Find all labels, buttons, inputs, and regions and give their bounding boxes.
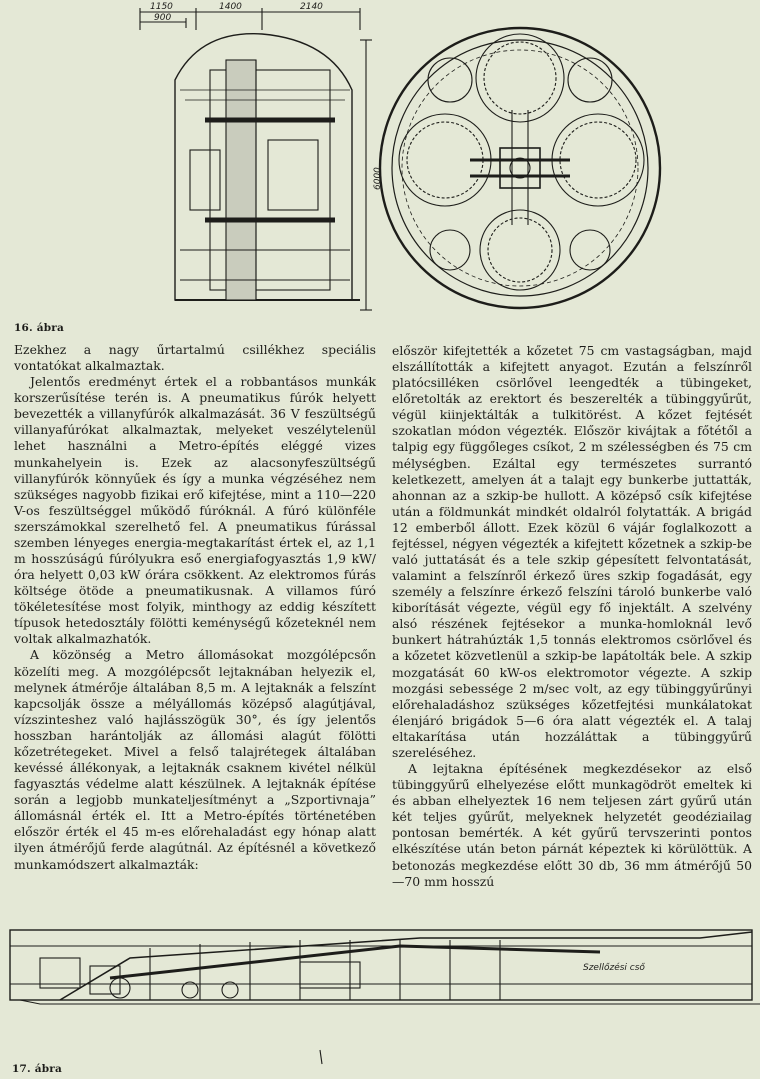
- text-column-right: [392, 343, 752, 890]
- dim-6000: 6000: [373, 167, 383, 190]
- figure-16-caption: 16. ábra: [14, 322, 65, 334]
- text-column-left: [14, 342, 376, 873]
- dim-1400: 1400: [219, 2, 242, 12]
- paragraph: Ezekhez a nagy űrtartalmú csillékhez speciális vontatókat alkalmaztak.: [14, 342, 376, 374]
- paragraph: először kifejtették a kőzetet 75 cm vastagságban, majd elszállították a kifejtett anyagot. Ezután a felszínről platócsilléken csörlővel leengedték a tübingeket, előretolták az erektort és beszerelték a tübinggyűrűt, végül kiinjektálták a tulkitörést. A kőzet fejtését szokatlan módon végezték. Először kivájtak a főtétől a talpig egy függőleges csíkot, 2 m szélességben és 75 cm mélységben. Ezáltal egy természetes surrantó keletkezett, amelyen át a talajt egy bunkerbe juttatták, ahonnan az a szkip-be hullott. A középső csík kifejtése után a földmunkát mindkét oldalról folytatták. A brigád 12 emberből állott. Ezek közül 6 vájár foglalkozott a fejtéssel, négyen végezték a kifejtett kőzetnek a szkip-be való juttatását és a tele szkip gépesített felvontatását, valamint a felszínről érkező üres szkip fogadását, egy személy a felszínre érkező felszíni tároló bunkerbe való kiborítását végezte, végül egy fő injektált. A szelvény alsó részének fejtésekor a munka-homloknál levő bunkert hátrahúzták 1,5 tonnás elektromos csörlővel és a kőzetet közvetlenül a szkip-be lapátolták bele. A szkip mozgatását 60 kW-os elektromotor végezte. A szkip mozgási sebessége 2 m/sec volt, az egy tübinggyűrűnyi előrehaladáshoz szükséges kőzetfejtési munkálatokat élenjáró brigádok 5—6 óra alatt végezték el. A talaj eltakarítása után hozzáláttak a tübinggyűrű szereléséhez.: [392, 343, 752, 760]
- paragraph: A közönség a Metro állomásokat mozgólépcsőn közelíti meg. A mozgólépcsőt lejtaknában helyezik el, melynek átmérője általában 8,5 m. A lejtaknák a felszínt kapcsolják össze a mélyállomás középső alagútjával, vízszinteshez való hajlásszögük 30°, és így jelentős hosszban harántolják az állomási alagút fölötti kőzetrétegeket. Mivel a felső talajrétegek általában kevéssé állékonyak, a lejtaknák csaknem kivétel nélkül fagyasztás védelme alatt készülnek. A lejtaknák építése során a legjobb munkateljesítményt a „Szportivnaja” állomásnál érték el. Itt a Metro-építés történetében először érték el 45 m-es előrehaladást egy hónap alatt ilyen átmérőjű ferde alagútnál. Az építésnél a következő munkamódszert alkalmazták:: [14, 647, 376, 872]
- figure-17-caption: 17. ábra: [12, 1063, 63, 1075]
- paragraph: A lejtakna építésének megkezdésekor az első tübinggyűrű elhelyezése előtt munkagödröt emeltek ki és abban elhelyeztek 16 nem teljesen zárt gyűrű után két teljes gyűrűt, melyeknek helyzetét geodéziailag pontosan bemérték. A két gyűrű tervszerinti pontos elkészítése után beton párnát képeztek ki körülöttük. A betonozás megkezdése előtt 30 db, 36 mm átmérőjű 50—70 mm hosszú: [392, 761, 752, 889]
- paragraph: Jelentős eredményt értek el a robbantásos munkák korszerűsítése terén is. A pneumatikus fúrók helyett bevezették a villanyfúrók alkalmazását. 36 V feszültségű villanyafúrókat alkalmaztak, melyeket veszélytelenül lehet használni a Metro-építés eléggé vizes munkahelyein is. Ezek az alacsonyfeszültségű villanyfúrók könnyűek és így a munka végzéséhez nem szükséges nagyobb fizikai erő kifejtése, mint a 110—220 V-os feszültséggel működő fúróknál. A fúró különféle szerszámokkal szerelhető fel. A pneumatikus fúrással szemben lényeges energia-megtakarítást értek el, az 1,1 m hosszúságú fúrólyukra eső energiafogyasztás 1,9 kW/óra helyett 0,03 kW órára csökkent. Az elektromos fúrás költsége ötöde a pneumatikusnak. A villamos fúró tökéletesítése most folyik, minthogy az eddig készített típusok hetedosztály fölötti keménységű kőzeteknél nem voltak alkalmazhatók.: [14, 374, 376, 647]
- figure-17-drawing: [0, 918, 760, 1068]
- dim-1150: 1150: [150, 2, 173, 12]
- dim-900: 900: [154, 13, 172, 23]
- dim-2140: 2140: [300, 2, 323, 12]
- pipe-label: Szellőzési cső: [583, 963, 645, 973]
- figure-16-drawing: [0, 0, 760, 330]
